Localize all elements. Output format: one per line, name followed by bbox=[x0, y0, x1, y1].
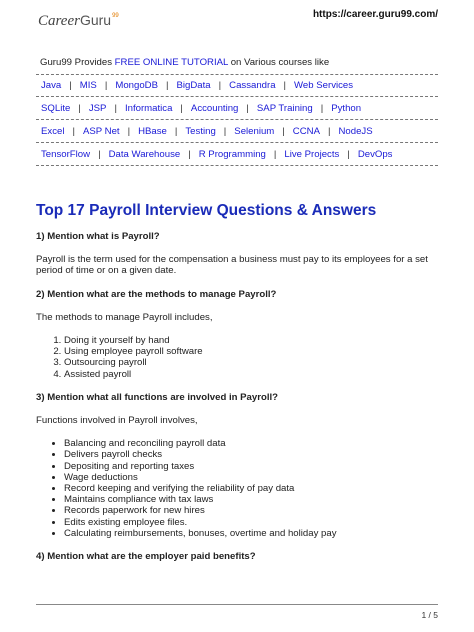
course-link[interactable]: Testing bbox=[185, 125, 216, 137]
course-link[interactable]: Live Projects bbox=[284, 148, 340, 160]
course-link[interactable]: Excel bbox=[41, 125, 65, 137]
course-links-box bbox=[36, 74, 438, 166]
link-separator: | bbox=[174, 125, 178, 137]
link-separator: | bbox=[283, 80, 287, 91]
course-link[interactable]: ASP Net bbox=[82, 125, 120, 137]
payroll-methods-list bbox=[64, 335, 440, 380]
link-separator: | bbox=[282, 125, 285, 137]
question-4: 4) Mention what are the employer paid benefits? bbox=[36, 551, 256, 563]
link-separator: | bbox=[347, 148, 350, 160]
answer-3: Functions involved in Payroll involves, bbox=[36, 415, 198, 427]
list-item: • Balancing and reconciling payroll data bbox=[64, 438, 440, 449]
list-item: • Wage deductions bbox=[64, 472, 440, 483]
course-link[interactable]: MIS bbox=[79, 80, 97, 91]
link-separator: | bbox=[166, 80, 169, 91]
list-item: 4. Assisted payroll bbox=[64, 369, 440, 380]
course-link[interactable]: Web Services bbox=[294, 80, 354, 91]
course-links-row bbox=[36, 74, 438, 97]
logo-guru-text: Guru bbox=[79, 12, 112, 28]
course-link[interactable]: NodeJS bbox=[338, 125, 373, 137]
course-links-row bbox=[36, 120, 438, 143]
course-link[interactable]: Data Warehouse bbox=[108, 148, 181, 160]
intro-lead: Guru99 Provides bbox=[40, 57, 115, 68]
logo-superscript: 99 bbox=[112, 13, 119, 19]
link-separator: | bbox=[98, 148, 101, 160]
link-separator: | bbox=[69, 80, 72, 91]
page-title: Top 17 Payroll Interview Questions & Answers bbox=[36, 202, 377, 219]
question-3: 3) Mention what all functions are involved in Payroll? bbox=[36, 391, 279, 403]
careerguru-logo[interactable] bbox=[38, 12, 119, 30]
link-separator: | bbox=[72, 125, 75, 137]
course-link[interactable]: Python bbox=[331, 102, 362, 114]
course-link[interactable]: R Programming bbox=[198, 148, 266, 160]
logo-career-text: Career bbox=[38, 13, 80, 29]
course-link[interactable]: DevOps bbox=[357, 148, 393, 160]
course-link[interactable]: CCNA bbox=[292, 125, 320, 137]
page-number: 1 / 5 bbox=[421, 610, 438, 620]
course-link[interactable]: Java bbox=[41, 80, 62, 91]
course-link[interactable]: TensorFlow bbox=[41, 148, 91, 160]
list-item: • Records paperwork for new hires bbox=[64, 505, 440, 516]
link-separator: | bbox=[223, 125, 227, 137]
intro-line bbox=[40, 57, 329, 68]
course-links-row bbox=[36, 143, 438, 166]
link-separator: | bbox=[104, 80, 108, 91]
list-item: 3. Outsourcing payroll bbox=[64, 357, 440, 368]
course-link[interactable]: SQLite bbox=[41, 102, 71, 114]
list-item: • Edits existing employee files. bbox=[64, 517, 440, 528]
course-link[interactable]: Informatica bbox=[124, 102, 173, 114]
article-content bbox=[36, 231, 440, 574]
free-tutorial-link[interactable]: FREE ONLINE TUTORIAL bbox=[114, 57, 229, 68]
link-separator: | bbox=[114, 102, 117, 114]
link-separator: | bbox=[273, 148, 277, 160]
footer-divider bbox=[36, 604, 438, 605]
question-2: 2) Mention what are the methods to manage Payroll? bbox=[36, 288, 277, 300]
course-link[interactable]: MongoDB bbox=[115, 80, 158, 91]
header-url[interactable]: https://career.guru99.com/ bbox=[312, 9, 438, 20]
intro-tail: on Various courses like bbox=[228, 57, 330, 68]
list-item: • Record keeping and verifying the reliability of pay data bbox=[64, 483, 440, 494]
link-separator: | bbox=[180, 102, 183, 114]
list-item: • Delivers payroll checks bbox=[64, 449, 440, 460]
course-link[interactable]: Cassandra bbox=[229, 80, 276, 91]
link-separator: | bbox=[188, 148, 191, 160]
answer-2: The methods to manage Payroll includes, bbox=[36, 311, 213, 323]
question-1: 1) Mention what is Payroll? bbox=[36, 231, 160, 242]
link-separator: | bbox=[127, 125, 131, 137]
course-link[interactable]: SAP Training bbox=[256, 102, 313, 114]
course-link[interactable]: HBase bbox=[138, 125, 167, 137]
course-links-row bbox=[36, 97, 438, 120]
list-item: • Calculating reimbursements, bonuses, overtime and holiday pay bbox=[64, 528, 440, 539]
link-separator: | bbox=[218, 80, 222, 91]
course-link[interactable]: Selenium bbox=[234, 125, 275, 137]
course-link[interactable]: Accounting bbox=[190, 102, 239, 114]
list-item: • Depositing and reporting taxes bbox=[64, 461, 440, 472]
list-item: • Maintains compliance with tax laws bbox=[64, 494, 440, 505]
course-link[interactable]: JSP bbox=[88, 102, 107, 114]
link-separator: | bbox=[327, 125, 331, 137]
payroll-functions-list bbox=[64, 438, 440, 539]
link-separator: | bbox=[320, 102, 324, 114]
list-item: 1. Doing it yourself by hand bbox=[64, 335, 440, 346]
link-separator: | bbox=[78, 102, 81, 114]
list-item: 2. Using employee payroll software bbox=[64, 346, 440, 357]
link-separator: | bbox=[246, 102, 249, 114]
answer-1: Payroll is the term used for the compensation a business must pay to its employees for a set period of time or on a given date. bbox=[36, 254, 428, 277]
course-link[interactable]: BigData bbox=[176, 80, 211, 91]
